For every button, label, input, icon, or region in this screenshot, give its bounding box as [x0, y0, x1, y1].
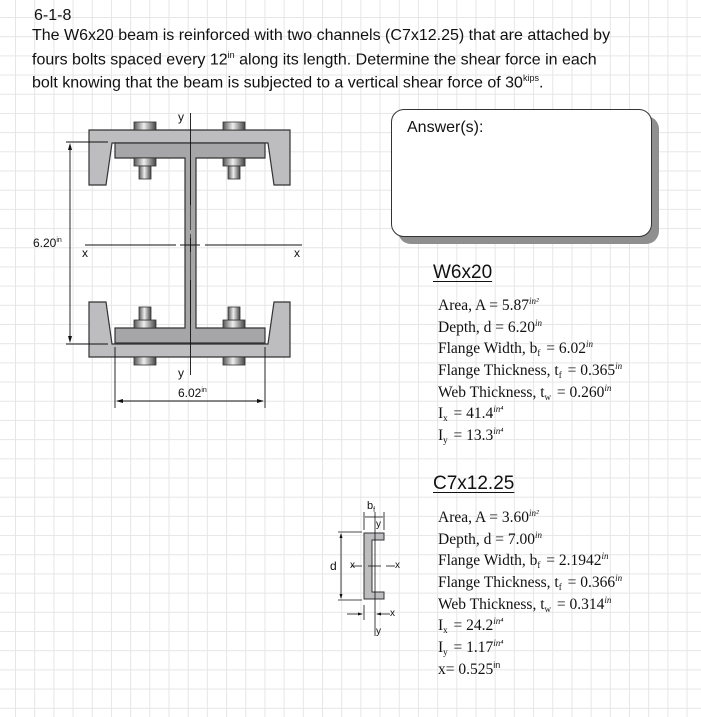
- width-dimension-label: [178, 386, 207, 400]
- unit-sup: kips: [522, 73, 539, 84]
- prop-value: 6.20: [507, 318, 536, 336]
- prop-unit: in²: [528, 296, 539, 306]
- prop-label: Depth, d: [438, 318, 492, 336]
- prop-unit: in: [586, 339, 594, 350]
- channel-axis-y-bottom: y: [376, 626, 381, 637]
- prop-value: 2.1942: [558, 552, 602, 570]
- depth-unit: in: [56, 237, 62, 244]
- prop-unit: in⁴: [493, 404, 504, 415]
- channel-d-label: d: [330, 559, 337, 573]
- prop-unit: in: [535, 317, 543, 328]
- problem-line-1: The W6x20 beam is reinforced with two channels (C7x12.25) that are attached by: [32, 27, 611, 44]
- prop-label: Area, A: [438, 509, 486, 526]
- prop-unit: in⁴: [493, 638, 504, 649]
- prop-value: 0.525: [458, 660, 494, 678]
- prop-web-thickness: Web Thickness, $t_w = 0.260^{in}$: [438, 382, 612, 402]
- prop-iy: $I_y = 13.3^{in^4}$: [438, 426, 504, 446]
- prop-value: 0.365: [580, 362, 616, 380]
- prop-label: Depth, d: [438, 530, 492, 548]
- prop-sub: x: [443, 413, 448, 424]
- depth-value: 6.20: [33, 236, 57, 250]
- prop-value: 6.02: [558, 340, 587, 358]
- prop-label: I: [438, 427, 444, 445]
- prop-sub: y: [443, 435, 448, 446]
- prop-unit: in: [601, 551, 609, 562]
- prop-flange-width: Flange Width, $b_f = 6.02^{in}$: [438, 339, 594, 359]
- prop-label: I: [438, 405, 444, 423]
- prop-sub: y: [443, 647, 448, 658]
- prop-unit: in⁴: [493, 426, 504, 437]
- w-section-title: W6x20: [433, 262, 493, 283]
- prop-value: 24.2: [466, 617, 494, 635]
- prop-label: Flange Thickness, t: [438, 362, 559, 380]
- depth-dimension-label: [33, 236, 62, 250]
- prop-label: I: [438, 639, 444, 657]
- prop-label: Web Thickness, t: [438, 595, 545, 613]
- axis-y-top-label: y: [178, 110, 184, 124]
- prop-area: Area, $A = 3.60^{in^2}$: [438, 508, 539, 526]
- prop-value: 1.17: [466, 639, 494, 657]
- bf-sub: f: [373, 507, 376, 515]
- channel-xbar-label: x: [390, 608, 395, 619]
- prop-value: 0.366: [580, 574, 616, 592]
- prop-flange-thickness: Flange Thickness, $t_f = 0.366^{in}$: [438, 573, 623, 593]
- width-unit: in: [201, 387, 207, 394]
- prop-unit: in: [604, 594, 612, 605]
- prop-label: Web Thickness, t: [438, 383, 545, 401]
- answer-label: Answer(s):: [407, 119, 484, 136]
- prop-depth: Depth, $d = 6.20^{in}$: [438, 317, 543, 336]
- w-section-properties: [438, 291, 623, 446]
- channel-axis-y-top: y: [376, 519, 381, 530]
- prop-value: 41.4: [466, 405, 494, 423]
- bf-text: b: [367, 500, 374, 512]
- axis-y-bottom-label: y: [178, 366, 184, 380]
- prop-unit: in: [604, 382, 612, 393]
- text: .: [538, 74, 544, 92]
- prop-label: Area, A: [438, 297, 486, 314]
- width-value: 6.02: [178, 386, 202, 400]
- prop-sub: f: [537, 560, 541, 571]
- prop-label: I: [438, 617, 444, 635]
- prop-area: Area, $A = 5.87^{in^2}$: [438, 296, 539, 314]
- prop-ix: $I_x = 24.2^{in^4}$: [438, 616, 504, 636]
- prop-sub: w: [544, 603, 552, 614]
- prop-label: Flange Width, b: [438, 552, 538, 570]
- prop-value: 0.260: [569, 383, 605, 401]
- prop-label: Flange Thickness, t: [438, 574, 559, 592]
- prop-label: x: [438, 660, 446, 678]
- unit-sup: in: [227, 49, 235, 60]
- prop-value: 13.3: [466, 427, 494, 445]
- text: bolt knowing that the beam is subjected to a vertical shear force of 30: [32, 74, 523, 92]
- prop-sub: x: [443, 625, 448, 636]
- text: along its length. Determine the shear force in each: [234, 50, 597, 68]
- text: fours bolts spaced every 12: [32, 50, 228, 68]
- prop-value: 3.60: [501, 509, 529, 526]
- prop-web-thickness: Web Thickness, $t_w = 0.314^{in}$: [438, 594, 612, 614]
- prop-depth: Depth, $d = 7.00^{in}$: [438, 529, 543, 548]
- channel-axis-x-left: x: [350, 560, 355, 571]
- c-section-title: C7x12.25: [433, 473, 515, 494]
- prop-flange-width: Flange Width, $b_f = 2.1942^{in}$: [438, 551, 609, 571]
- prop-sub: f: [537, 348, 541, 359]
- axis-x-left-label: x: [82, 246, 88, 260]
- channel-axis-x-right: x: [395, 560, 400, 571]
- problem-id: 6-1-8: [34, 7, 72, 24]
- prop-unit: in²: [528, 508, 539, 518]
- prop-flange-thickness: Flange Thickness, $t_f = 0.365^{in}$: [438, 361, 623, 381]
- prop-sub: f: [558, 582, 562, 593]
- axis-x-right-label: x: [294, 246, 300, 260]
- prop-unit: in⁴: [493, 616, 504, 627]
- prop-unit: in: [535, 529, 543, 540]
- prop-value: 7.00: [507, 530, 536, 548]
- prop-iy: $I_y = 1.17^{in^4}$: [438, 638, 504, 658]
- prop-sub: w: [544, 391, 552, 402]
- prop-unit: in: [615, 573, 623, 584]
- c-section-properties: [438, 503, 622, 677]
- bf-label: [367, 500, 375, 514]
- prop-unit: in: [615, 361, 623, 372]
- prop-unit: in: [493, 659, 501, 670]
- prop-value: 5.87: [501, 297, 529, 314]
- prop-centroid-x: $x= 0.525^{in}$: [438, 659, 501, 678]
- prop-value: 0.314: [569, 595, 605, 613]
- prop-label: Flange Width, b: [438, 340, 538, 358]
- w-beam: [115, 143, 265, 343]
- prop-ix: $I_x = 41.4^{in^4}$: [438, 404, 504, 424]
- prop-sub: f: [558, 370, 562, 381]
- channel-small-figure: [338, 512, 395, 636]
